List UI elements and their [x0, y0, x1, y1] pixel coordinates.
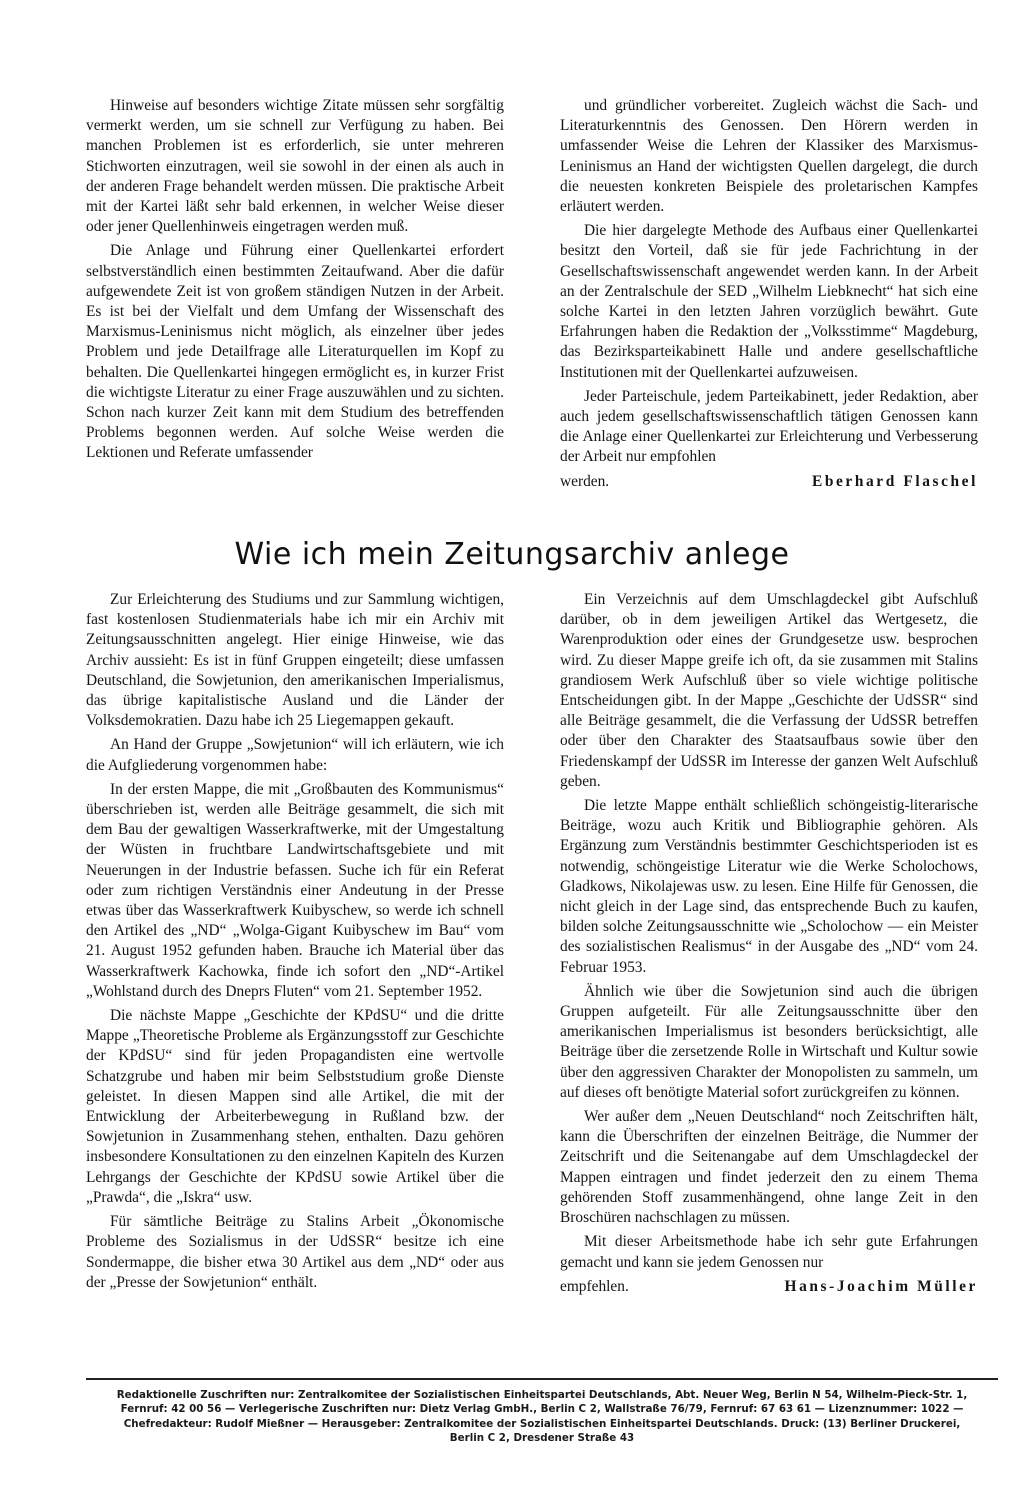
article2-column-left — [86, 590, 504, 1297]
paragraph: Jeder Parteischule, jedem Parteikabinett, jeder Redaktion, aber auch jedem gesellschaftswissenschaftlich tätigen Genossen kann die Anlage einer Quellenkartei zur Erleichterung und Verbesserung der Arbeit nur empfohlen — [560, 387, 978, 466]
paragraph: Zur Erleichterung des Studiums und zur Sammlung wichtigen, fast kostenlosen Studienmaterials habe ich mir ein Archiv mit Zeitungsausschnitten angelegt. Hier einige Hinweise, wie das Archiv aussieht: Es ist in fünf Gruppen eingeteilt; diese umfassen Deutschland, die Sowjetunion, den amerikanischen Imperialismus, das übrige kapitalistische Ausland und die Länder der Volksdemokratien. Dazu habe ich 25 Liegemappen gekauft. — [86, 591, 504, 730]
article2-signature — [560, 1277, 978, 1297]
paragraph: Die Anlage und Führung einer Quellenkartei erfordert selbstverständlich einen bestimmten Zeitaufwand. Aber die dafür aufgewendete Zeit ist von großem ständigen Nutzen in der Arbeit. Es ist bei der Vielfalt und dem Umfang der Wissenschaft des Marxismus-Leninismus nicht möglich, als einzelner über jedes Problem und jede Detailfrage alle Literaturquellen im Kopf zu behalten. Die Quellenkartei hingegen ermöglicht es, in kurzer Frist die wichtigste Literatur zu einer Frage auszuwählen und zu sichten. Schon nach kurzer Zeit kann mit dem Studium des betreffenden Problems begonnen werden. Auf solche Weise werden die Lektionen und Referate umfassender — [86, 242, 504, 462]
paragraph: Hinweise auf besonders wichtige Zitate müssen sehr sorgfältig vermerkt werden, um sie schnell zur Verfügung zu haben. Bei manchen Problemen ist es erforderlich, sie unter mehreren Stichworten einzutragen, weil sie sowohl in der einen als auch in der anderen Frage behandelt werden müssen. Die praktische Arbeit mit der Kartei läßt sehr bald erkennen, in welcher Weise dieser oder jener Quellenhinweis eingetragen werden muß. — [86, 97, 504, 236]
author-name: Eberhard Flaschel — [811, 472, 978, 490]
article1-column-left — [86, 96, 504, 468]
article2-column-right — [560, 590, 978, 1297]
paragraph: In der ersten Mappe, die mit „Großbauten des Kommunismus“ überschrieben ist, werden alle Beiträge gesammelt, die sich mit dem Bau der gewaltigen Wasserkraftwerke, mit der Umgestaltung der Wüsten in fruchtbare Landwirtschaftsgebiete und mit Neuerungen in der Industrie befassen. Suche ich für ein Referat oder zum richtigen Verständnis einer Andeutung in der Presse etwas über das Wasserkraftwerk Kuibyschew, so werde ich schnell den Artikel des „ND“ „Wolga-Gigant Kuibyschew im Bau“ vom 21. August 1952 gefunden haben. Brauche ich Material über das Wasserkraftwerk Kachowka, finde ich sofort den „ND“-Artikel „Wohlstand durch des Dneprs Fluten“ vom 21. September 1952. — [86, 780, 504, 1000]
paragraph: Die hier dargelegte Methode des Aufbaus einer Quellenkartei besitzt den Vorteil, daß sie für jede Fachrichtung in der Gesellschaftswissenschaft angewendet werden kann. In der Arbeit an der Zentralschule der SED „Wilhelm Liebknecht“ hat sich eine solche Kartei in den letzten Jahren vorzüglich bewährt. Gute Erfahrungen haben die Redaktion der „Volksstimme“ Magdeburg, das Bezirksparteikabinett Halle und andere gesellschaftliche Institutionen mit der Quellenkartei aufzuweisen. — [560, 222, 978, 381]
imprint-line: Fernruf: 42 00 56 — Verlegerische Zuschriften nur: Dietz Verlag GmbH., Berlin C 2, Wallstraße 76/79, Fernruf: 67 63 61 — Lizenznummer: 1022 — — [120, 1403, 964, 1416]
imprint-footer — [86, 1388, 998, 1446]
author-name: Hans-Joachim Müller — [784, 1277, 978, 1295]
imprint-line: Chefredakteur: Rudolf Mießner — Herausgeber: Zentralkomitee der Sozialistischen Einheitspartei Deutschlands. Druck: (13) Berliner Druckerei, — [123, 1417, 961, 1430]
paragraph: Die letzte Mappe enthält schließlich schöngeistig-literarische Beiträge, wozu auch Kritik und Bibliographie gehören. Als Ergänzung zum Verständnis bestimmter Geschichtsperioden ist es notwendig, schöngeistige Literatur wie die Werke Scholochows, Gladkows, Nikolajewas usw. zu lesen. Eine Hilfe für Genossen, die nicht gleich in der Lage sind, das entsprechende Buch zu kaufen, bilden solche Zeitungsausschnitte wie „Scholochow — ein Meister des sozialistischen Realismus“ in der Ausgabe des „ND“ vom 24. Februar 1953. — [560, 797, 978, 976]
article1-column-right — [560, 96, 978, 492]
paragraph: Wer außer dem „Neuen Deutschland“ noch Zeitschriften hält, kann die Überschriften der einzelnen Beiträge, die Nummer der Zeitschrift und die Seitenangabe auf dem Umschlagdeckel der Mappen eintragen und findet jederzeit den zu einem Thema gehörenden Stoff zusammenhängend, ohne lange Zeit in den Broschüren nachschlagen zu müssen. — [560, 1108, 978, 1227]
paragraph: An Hand der Gruppe „Sowjetunion“ will ich erläutern, wie ich die Aufgliederung vorgenommen habe: — [86, 736, 504, 774]
article1-signature — [560, 472, 978, 492]
article-title: Wie ich mein Zeitungsarchiv anlege — [234, 537, 790, 572]
closing-word: werden. — [560, 472, 610, 490]
footer-divider — [86, 1378, 998, 1380]
imprint-line: Berlin C 2, Dresdener Straße 43 — [449, 1432, 635, 1445]
paragraph: Die nächste Mappe „Geschichte der KPdSU“ und die dritte Mappe „Theoretische Probleme als Ergänzungsstoff zur Geschichte der KPdSU“ sind für jeden Propagandisten eine wertvolle Schatzgrube und haben mir beim Selbststudium große Dienste geleistet. In diesen Mappen sind alle Artikel, die mit der Entwicklung der Arbeiterbewegung in Rußland bzw. der Sowjetunion in Zusammenhang stehen, enthalten. Dazu gehören insbesondere Konsultationen zu den einzelnen Kapiteln des Kurzen Lehrgangs der Geschichte der KPdSU sowie Artikel über die „Prawda“, die „Iskra“ usw. — [86, 1007, 504, 1206]
paragraph: Ähnlich wie über die Sowjetunion sind auch die übrigen Gruppen aufgeteilt. Für alle Zeitungsausschnitte über den amerikanischen Imperialismus ist besonders berücksichtigt, alle Beiträge über die zersetzende Rolle in Wirtschaft und Kultur sowie über den aggressiven Charakter der Monopolisten zu sammeln, um auf dieses oft benötigte Material sofort zurückgreifen zu können. — [560, 982, 978, 1101]
paragraph: Für sämtliche Beiträge zu Stalins Arbeit „Ökonomische Probleme des Sozialismus in der UdSSR“ besitze ich eine Sondermappe, die bisher etwa 30 Artikel aus dem „ND“ oder aus der „Presse der Sowjetunion“ enthält. — [86, 1213, 504, 1291]
closing-word: empfehlen. — [560, 1277, 629, 1295]
paragraph: Ein Verzeichnis auf dem Umschlagdeckel gibt Aufschluß darüber, ob in dem jeweiligen Artikel das Wertgesetz, die Warenproduktion oder eines der Grundgesetze usw. besprochen wird. Zu dieser Mappe greife ich oft, da sie zusammen mit Stalins grandiosem Werk Aufschluß über so viele wichtige politische Entscheidungen gibt. In der Mappe „Geschichte der UdSSR“ sind alle Beiträge gesammelt, die die Verfassung der UdSSR betreffen oder über den Charakter des Staatsaufbaus sowie über den Friedenskampf der UdSSR im Interesse der ganzen Welt Aufschluß geben. — [560, 591, 978, 790]
paragraph: und gründlicher vorbereitet. Zugleich wächst die Sach- und Literaturkenntnis des Genossen. Den Hörern werden in umfassender Weise die Lehren der Klassiker des Marxismus-Leninismus an Hand der wichtigsten Quellen dargelegt, die durch die neuesten konkreten Beispiele des proletarischen Kampfes erläutert werden. — [560, 97, 978, 216]
imprint-line: Redaktionelle Zuschriften nur: Zentralkomitee der Sozialistischen Einheitspartei Deutschlands, Abt. Neuer Weg, Berlin N 54, Wilhelm-Pieck-Str. 1, — [116, 1389, 968, 1401]
paragraph: Mit dieser Arbeitsmethode habe ich sehr gute Erfahrungen gemacht und kann sie jedem Genossen nur — [560, 1233, 978, 1271]
